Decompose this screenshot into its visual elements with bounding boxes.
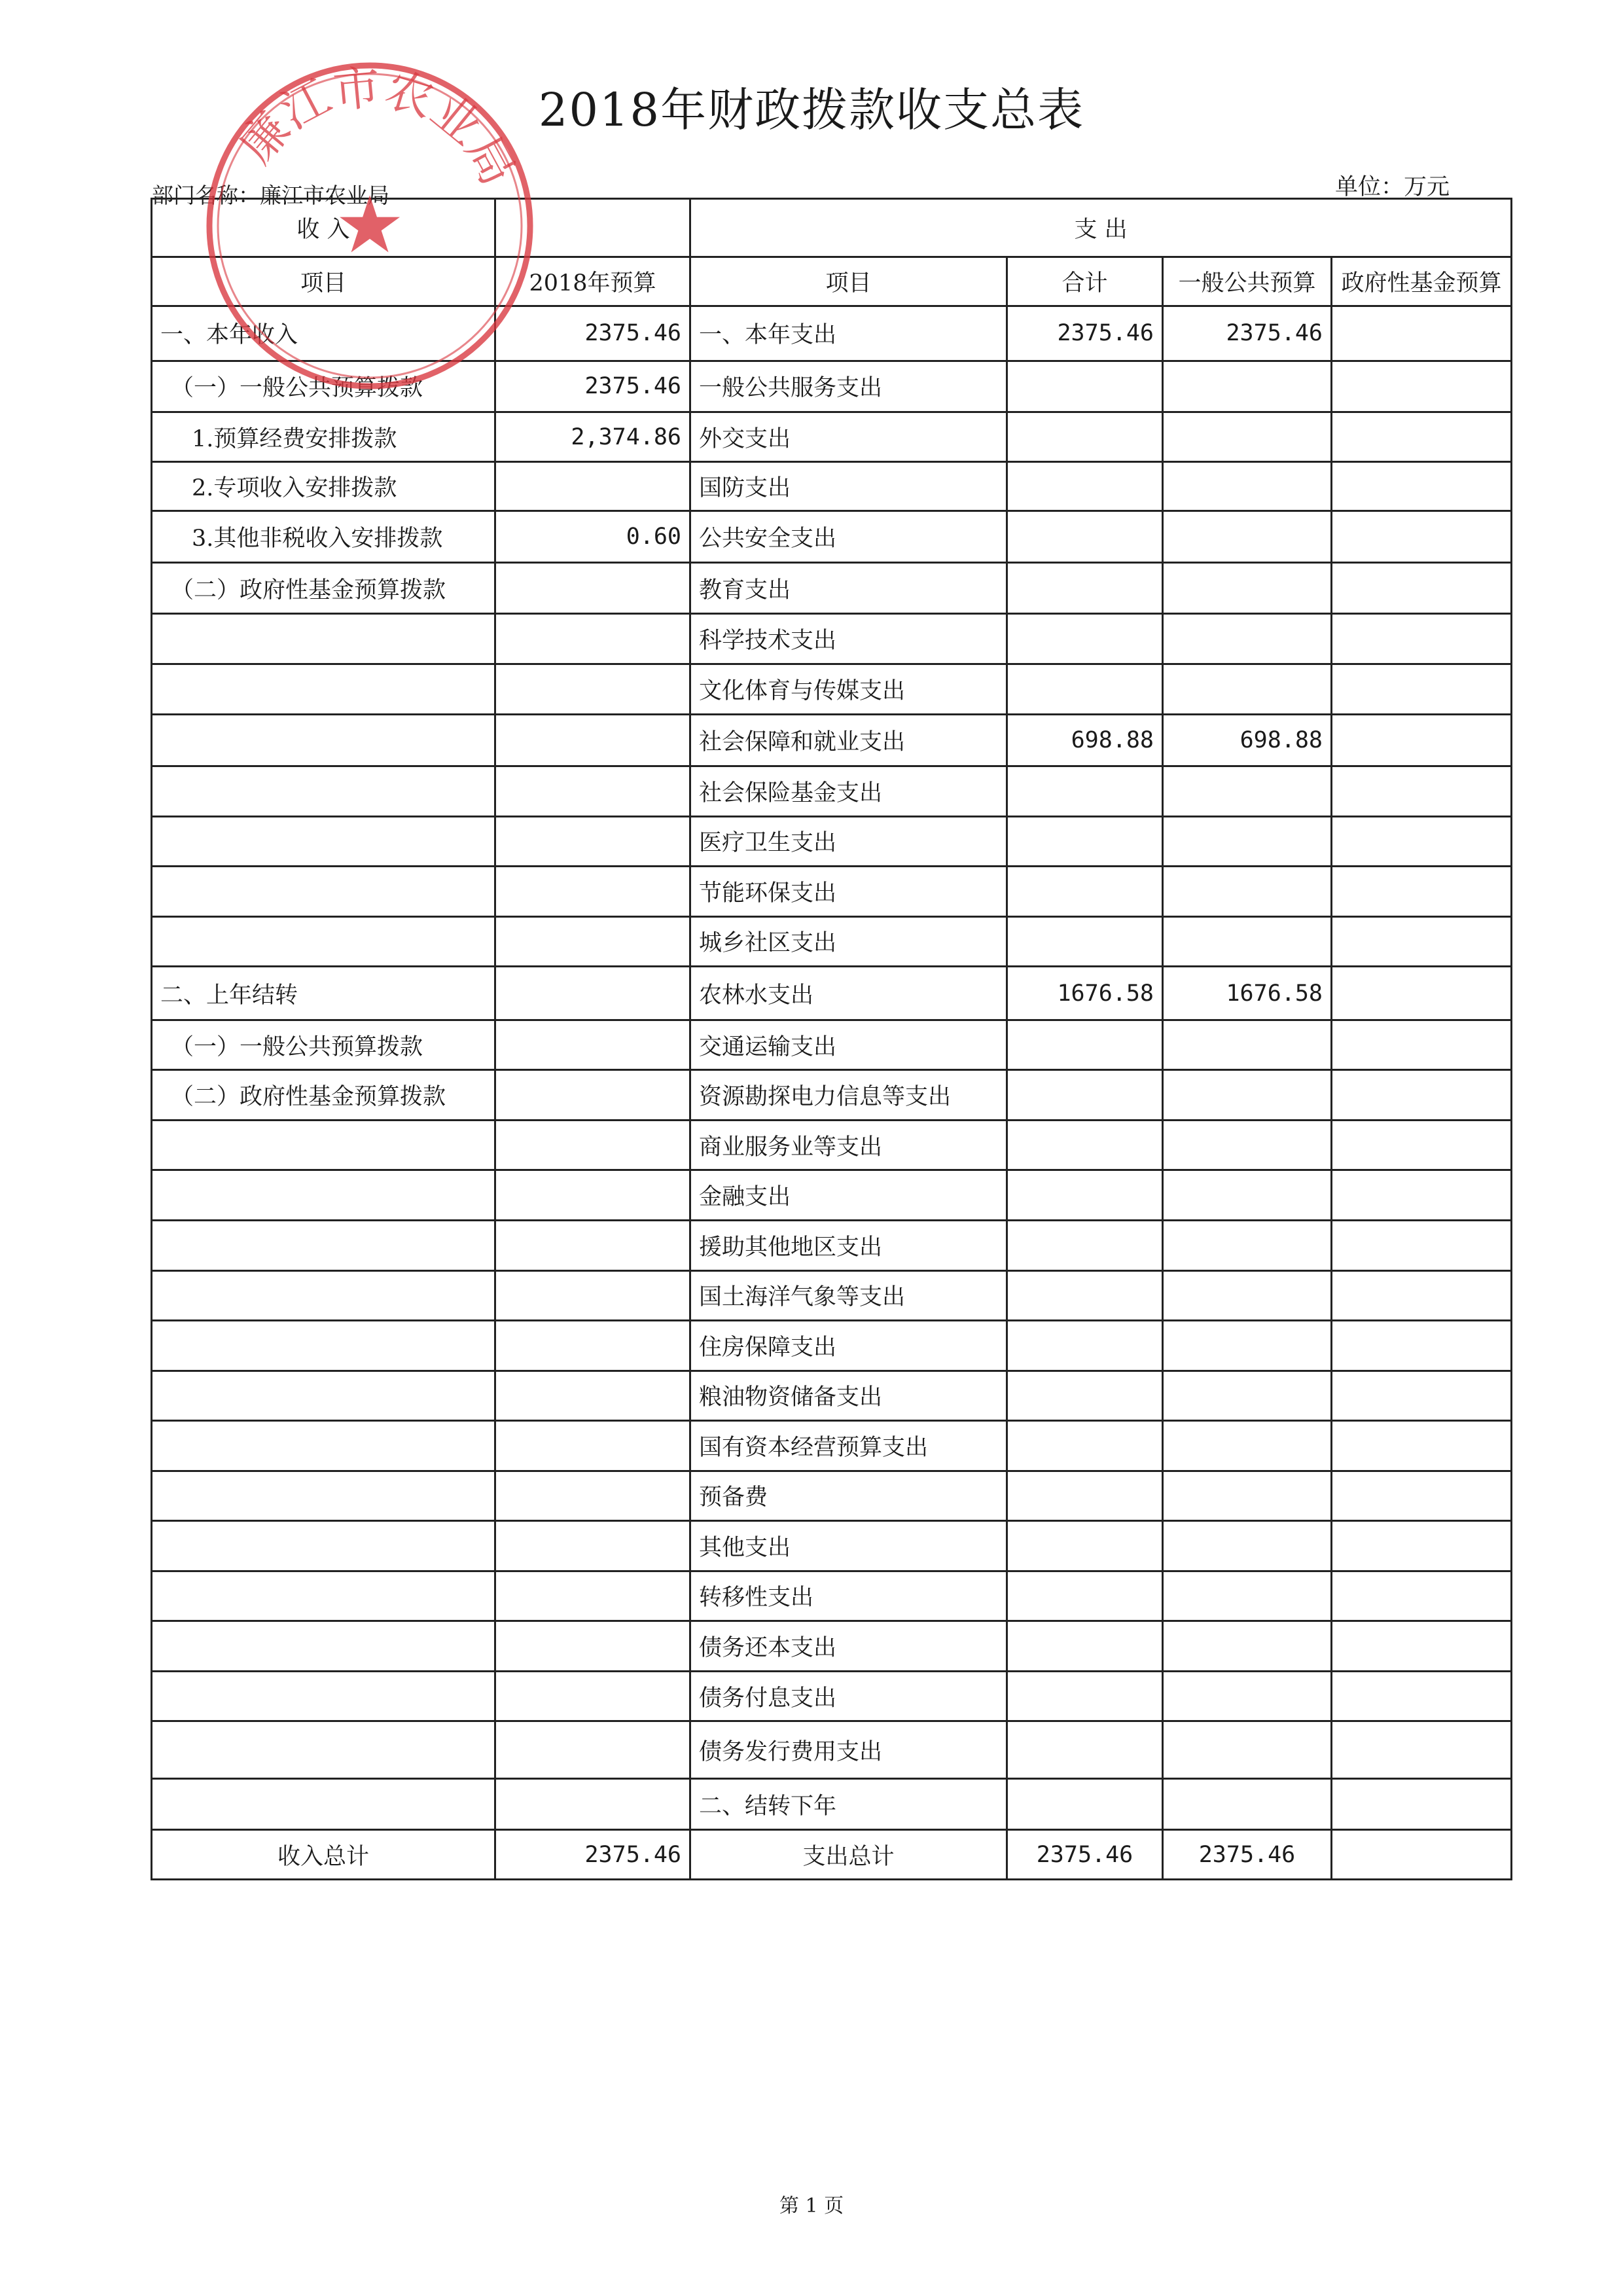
income-budget-cell	[495, 1521, 690, 1571]
income-group-header: 收 入	[152, 199, 495, 257]
table-row	[152, 1671, 1512, 1721]
income-item-cell	[152, 1221, 495, 1271]
expense-total-cell: 2375.46	[1007, 306, 1163, 361]
table-row	[152, 306, 1512, 361]
expense-fund-cell	[1332, 1779, 1512, 1830]
expense-item-cell: 公共安全支出	[690, 511, 1007, 563]
expense-general-cell	[1163, 1120, 1332, 1170]
expense-total-cell	[1007, 361, 1163, 412]
expense-general-cell	[1163, 1421, 1332, 1471]
income-group-header-blank	[495, 199, 690, 257]
income-item-cell	[152, 766, 495, 817]
table-row	[152, 412, 1512, 462]
expense-fund-cell	[1332, 1471, 1512, 1521]
expense-total-cell	[1007, 1070, 1163, 1121]
seal-text: 廉江市农业局	[228, 59, 526, 194]
income-budget-cell	[495, 967, 690, 1020]
expense-general-cell: 698.88	[1163, 714, 1332, 766]
table-row	[152, 1221, 1512, 1271]
table-row	[152, 614, 1512, 664]
expense-total-cell	[1007, 614, 1163, 664]
expense-total-cell	[1007, 1521, 1163, 1571]
expense-total-cell	[1007, 1221, 1163, 1271]
expense-fund-cell	[1332, 714, 1512, 766]
table-row	[152, 1070, 1512, 1121]
income-budget-cell	[495, 1779, 690, 1830]
expense-item-cell: 社会保障和就业支出	[690, 714, 1007, 766]
table-row	[152, 766, 1512, 817]
income-item-cell: 3.其他非税收入安排拨款	[152, 511, 495, 563]
expense-general-cell	[1163, 1471, 1332, 1521]
expense-general-cell	[1163, 1621, 1332, 1672]
expense-total-cell	[1007, 562, 1163, 614]
table-row	[152, 1120, 1512, 1170]
expense-total-cell	[1007, 1779, 1163, 1830]
expense-item-cell: 住房保障支出	[690, 1321, 1007, 1371]
income-item-cell	[152, 1371, 495, 1421]
expense-item-cell: 农林水支出	[690, 967, 1007, 1020]
income-item-cell	[152, 714, 495, 766]
expense-fund-cell	[1332, 1221, 1512, 1271]
expense-fund-cell	[1332, 1421, 1512, 1471]
expense-total-cell	[1007, 1571, 1163, 1621]
expense-item-cell: 社会保险基金支出	[690, 766, 1007, 817]
income-item-cell	[152, 1521, 495, 1571]
income-total-label: 收入总计	[152, 1830, 495, 1880]
expense-total-cell	[1007, 412, 1163, 462]
table-row	[152, 361, 1512, 412]
expense-total-cell	[1007, 1621, 1163, 1672]
expense-item-cell: 交通运输支出	[690, 1020, 1007, 1070]
expense-total-cell	[1007, 1170, 1163, 1221]
expense-general-cell	[1163, 562, 1332, 614]
income-item-cell	[152, 1120, 495, 1170]
expense-group-header: 支 出	[690, 199, 1512, 257]
income-budget-cell	[495, 1671, 690, 1721]
income-item-cell: 二、上年结转	[152, 967, 495, 1020]
expense-total-cell	[1007, 1120, 1163, 1170]
budget-table	[151, 198, 1512, 1880]
income-budget-cell	[495, 614, 690, 664]
income-total-value: 2375.46	[495, 1830, 690, 1880]
table-row	[152, 664, 1512, 714]
income-budget-cell	[495, 1170, 690, 1221]
income-item-cell	[152, 1471, 495, 1521]
expense-item-cell: 医疗卫生支出	[690, 816, 1007, 867]
income-budget-cell	[495, 664, 690, 714]
expense-total-fund	[1332, 1830, 1512, 1880]
income-item-cell	[152, 1621, 495, 1672]
expense-fund-cell	[1332, 614, 1512, 664]
table-row	[152, 1170, 1512, 1221]
expense-fund-cell	[1332, 1621, 1512, 1672]
expense-fund-cell	[1332, 664, 1512, 714]
expense-general-cell	[1163, 867, 1332, 917]
income-item-cell	[152, 916, 495, 967]
expense-fund-cell	[1332, 361, 1512, 412]
expense-general-cell	[1163, 1070, 1332, 1121]
expense-item-cell: 其他支出	[690, 1521, 1007, 1571]
expense-general-cell	[1163, 511, 1332, 563]
expense-item-cell: 债务还本支出	[690, 1621, 1007, 1672]
expense-item-cell: 商业服务业等支出	[690, 1120, 1007, 1170]
expense-general-header: 一般公共预算	[1163, 257, 1332, 306]
expense-fund-cell	[1332, 1721, 1512, 1779]
expense-general-cell	[1163, 766, 1332, 817]
income-budget-cell	[495, 1020, 690, 1070]
expense-general-cell	[1163, 1779, 1332, 1830]
expense-general-cell	[1163, 1221, 1332, 1271]
income-budget-cell	[495, 714, 690, 766]
income-item-cell	[152, 1421, 495, 1471]
expense-fund-cell	[1332, 967, 1512, 1020]
income-budget-cell: 2375.46	[495, 306, 690, 361]
expense-general-cell	[1163, 1270, 1332, 1321]
table-row	[152, 1371, 1512, 1421]
expense-item-cell: 资源勘探电力信息等支出	[690, 1070, 1007, 1121]
expense-fund-cell	[1332, 1070, 1512, 1121]
expense-general-cell	[1163, 664, 1332, 714]
income-budget-cell	[495, 1371, 690, 1421]
expense-fund-cell	[1332, 461, 1512, 511]
income-item-cell	[152, 816, 495, 867]
expense-general-cell	[1163, 1521, 1332, 1571]
income-item-cell: 1.预算经费安排拨款	[152, 412, 495, 462]
expense-total-cell	[1007, 916, 1163, 967]
expense-total-cell	[1007, 1020, 1163, 1070]
expense-item-cell: 二、结转下年	[690, 1779, 1007, 1830]
expense-general-cell	[1163, 361, 1332, 412]
expense-item-cell: 外交支出	[690, 412, 1007, 462]
expense-total-cell	[1007, 766, 1163, 817]
income-budget-cell	[495, 1471, 690, 1521]
income-budget-cell	[495, 1421, 690, 1471]
income-budget-cell	[495, 1321, 690, 1371]
department-label: 部门名称：廉江市农业局	[152, 183, 389, 208]
income-item-cell: （二）政府性基金预算拨款	[152, 1070, 495, 1121]
expense-fund-cell	[1332, 412, 1512, 462]
expense-total-cell	[1007, 1321, 1163, 1371]
table-row	[152, 816, 1512, 867]
expense-total-cell	[1007, 1270, 1163, 1321]
expense-total-cell	[1007, 461, 1163, 511]
income-budget-cell: 0.60	[495, 511, 690, 563]
expense-general-cell	[1163, 1721, 1332, 1779]
expense-general-cell	[1163, 916, 1332, 967]
income-budget-cell	[495, 562, 690, 614]
expense-item-cell: 科学技术支出	[690, 614, 1007, 664]
expense-item-cell: 金融支出	[690, 1170, 1007, 1221]
table-row	[152, 461, 1512, 511]
expense-general-cell	[1163, 816, 1332, 867]
expense-total-cell	[1007, 1371, 1163, 1421]
expense-total-cell	[1007, 816, 1163, 867]
expense-fund-cell	[1332, 766, 1512, 817]
expense-fund-cell	[1332, 1270, 1512, 1321]
table-row	[152, 967, 1512, 1020]
expense-general-cell	[1163, 614, 1332, 664]
expense-general-cell	[1163, 1371, 1332, 1421]
expense-total-cell: 698.88	[1007, 714, 1163, 766]
expense-item-cell: 援助其他地区支出	[690, 1221, 1007, 1271]
income-item-header: 项目	[152, 257, 495, 306]
table-row	[152, 916, 1512, 967]
table-row	[152, 867, 1512, 917]
budget-table-body	[152, 306, 1512, 1830]
income-item-cell	[152, 1721, 495, 1779]
expense-total-cell	[1007, 867, 1163, 917]
expense-item-cell: 国防支出	[690, 461, 1007, 511]
expense-fund-cell	[1332, 1170, 1512, 1221]
table-row	[152, 1270, 1512, 1321]
income-budget-cell: 2,374.86	[495, 412, 690, 462]
expense-general-cell	[1163, 461, 1332, 511]
expense-fund-cell	[1332, 1120, 1512, 1170]
income-budget-cell	[495, 1070, 690, 1121]
expense-fund-cell	[1332, 1020, 1512, 1070]
expense-total-sum: 2375.46	[1007, 1830, 1163, 1880]
expense-total-cell	[1007, 511, 1163, 563]
income-budget-cell	[495, 1120, 690, 1170]
expense-item-cell: 城乡社区支出	[690, 916, 1007, 967]
expense-item-cell: 一、本年支出	[690, 306, 1007, 361]
expense-item-cell: 粮油物资储备支出	[690, 1371, 1007, 1421]
income-item-cell	[152, 664, 495, 714]
income-budget-cell	[495, 867, 690, 917]
expense-general-cell	[1163, 1321, 1332, 1371]
table-row	[152, 1421, 1512, 1471]
expense-total-cell: 1676.58	[1007, 967, 1163, 1020]
document-title: 2018年财政拨款收支总表	[538, 83, 1085, 137]
expense-item-cell: 债务付息支出	[690, 1671, 1007, 1721]
income-budget-cell	[495, 461, 690, 511]
expense-general-cell: 2375.46	[1163, 306, 1332, 361]
income-item-cell	[152, 1671, 495, 1721]
expense-item-cell: 转移性支出	[690, 1571, 1007, 1621]
income-budget-cell	[495, 816, 690, 867]
expense-general-cell	[1163, 1671, 1332, 1721]
expense-fund-cell	[1332, 916, 1512, 967]
expense-item-cell: 预备费	[690, 1471, 1007, 1521]
expense-fund-cell	[1332, 511, 1512, 563]
expense-fund-cell	[1332, 1371, 1512, 1421]
expense-item-cell: 文化体育与传媒支出	[690, 664, 1007, 714]
income-item-cell: （一）一般公共预算拨款	[152, 1020, 495, 1070]
table-row	[152, 1721, 1512, 1779]
expense-fund-cell	[1332, 1321, 1512, 1371]
income-item-cell	[152, 1170, 495, 1221]
expense-item-cell: 国土海洋气象等支出	[690, 1270, 1007, 1321]
expense-total-general: 2375.46	[1163, 1830, 1332, 1880]
table-row	[152, 1321, 1512, 1371]
expense-general-cell	[1163, 1571, 1332, 1621]
income-budget-cell	[495, 1221, 690, 1271]
expense-fund-cell	[1332, 306, 1512, 361]
expense-fund-cell	[1332, 1671, 1512, 1721]
income-item-cell	[152, 867, 495, 917]
income-budget-cell	[495, 766, 690, 817]
income-item-cell	[152, 1321, 495, 1371]
expense-general-cell	[1163, 1020, 1332, 1070]
income-budget-cell	[495, 1571, 690, 1621]
table-row	[152, 1521, 1512, 1571]
expense-fund-cell	[1332, 816, 1512, 867]
income-budget-cell	[495, 1270, 690, 1321]
table-row	[152, 1471, 1512, 1521]
expense-item-header: 项目	[690, 257, 1007, 306]
expense-item-cell: 节能环保支出	[690, 867, 1007, 917]
income-budget-cell	[495, 1621, 690, 1672]
expense-general-cell	[1163, 1170, 1332, 1221]
expense-total-cell	[1007, 664, 1163, 714]
expense-item-cell: 国有资本经营预算支出	[690, 1421, 1007, 1471]
expense-fund-cell	[1332, 867, 1512, 917]
seal-star-icon: ★	[334, 180, 405, 271]
expense-total-label: 支出总计	[690, 1830, 1007, 1880]
table-row	[152, 1779, 1512, 1830]
expense-fund-header: 政府性基金预算	[1332, 257, 1512, 306]
income-item-cell	[152, 1779, 495, 1830]
income-item-cell	[152, 614, 495, 664]
table-row	[152, 1020, 1512, 1070]
income-budget-header: 2018年预算	[495, 257, 690, 306]
income-item-cell	[152, 1270, 495, 1321]
expense-item-cell: 一般公共服务支出	[690, 361, 1007, 412]
income-item-cell: 2.专项收入安排拨款	[152, 461, 495, 511]
table-row	[152, 511, 1512, 563]
expense-total-cell	[1007, 1471, 1163, 1521]
income-budget-cell	[495, 916, 690, 967]
table-row	[152, 714, 1512, 766]
table-row	[152, 1621, 1512, 1672]
table-row	[152, 562, 1512, 614]
expense-fund-cell	[1332, 1521, 1512, 1571]
expense-fund-cell	[1332, 1571, 1512, 1621]
expense-total-cell	[1007, 1671, 1163, 1721]
table-row	[152, 1571, 1512, 1621]
expense-general-cell: 1676.58	[1163, 967, 1332, 1020]
expense-total-header: 合计	[1007, 257, 1163, 306]
income-item-cell: （二）政府性基金预算拨款	[152, 562, 495, 614]
income-budget-cell: 2375.46	[495, 361, 690, 412]
expense-total-cell	[1007, 1421, 1163, 1471]
expense-total-cell	[1007, 1721, 1163, 1779]
income-budget-cell	[495, 1721, 690, 1779]
unit-label: 单位：万元	[1335, 174, 1450, 200]
expense-fund-cell	[1332, 562, 1512, 614]
income-item-cell	[152, 1571, 495, 1621]
expense-item-cell: 教育支出	[690, 562, 1007, 614]
expense-item-cell: 债务发行费用支出	[690, 1721, 1007, 1779]
income-item-cell: （一）一般公共预算拨款	[152, 361, 495, 412]
income-item-cell: 一、本年收入	[152, 306, 495, 361]
expense-general-cell	[1163, 412, 1332, 462]
page-footer: 第 1 页	[779, 2195, 844, 2217]
